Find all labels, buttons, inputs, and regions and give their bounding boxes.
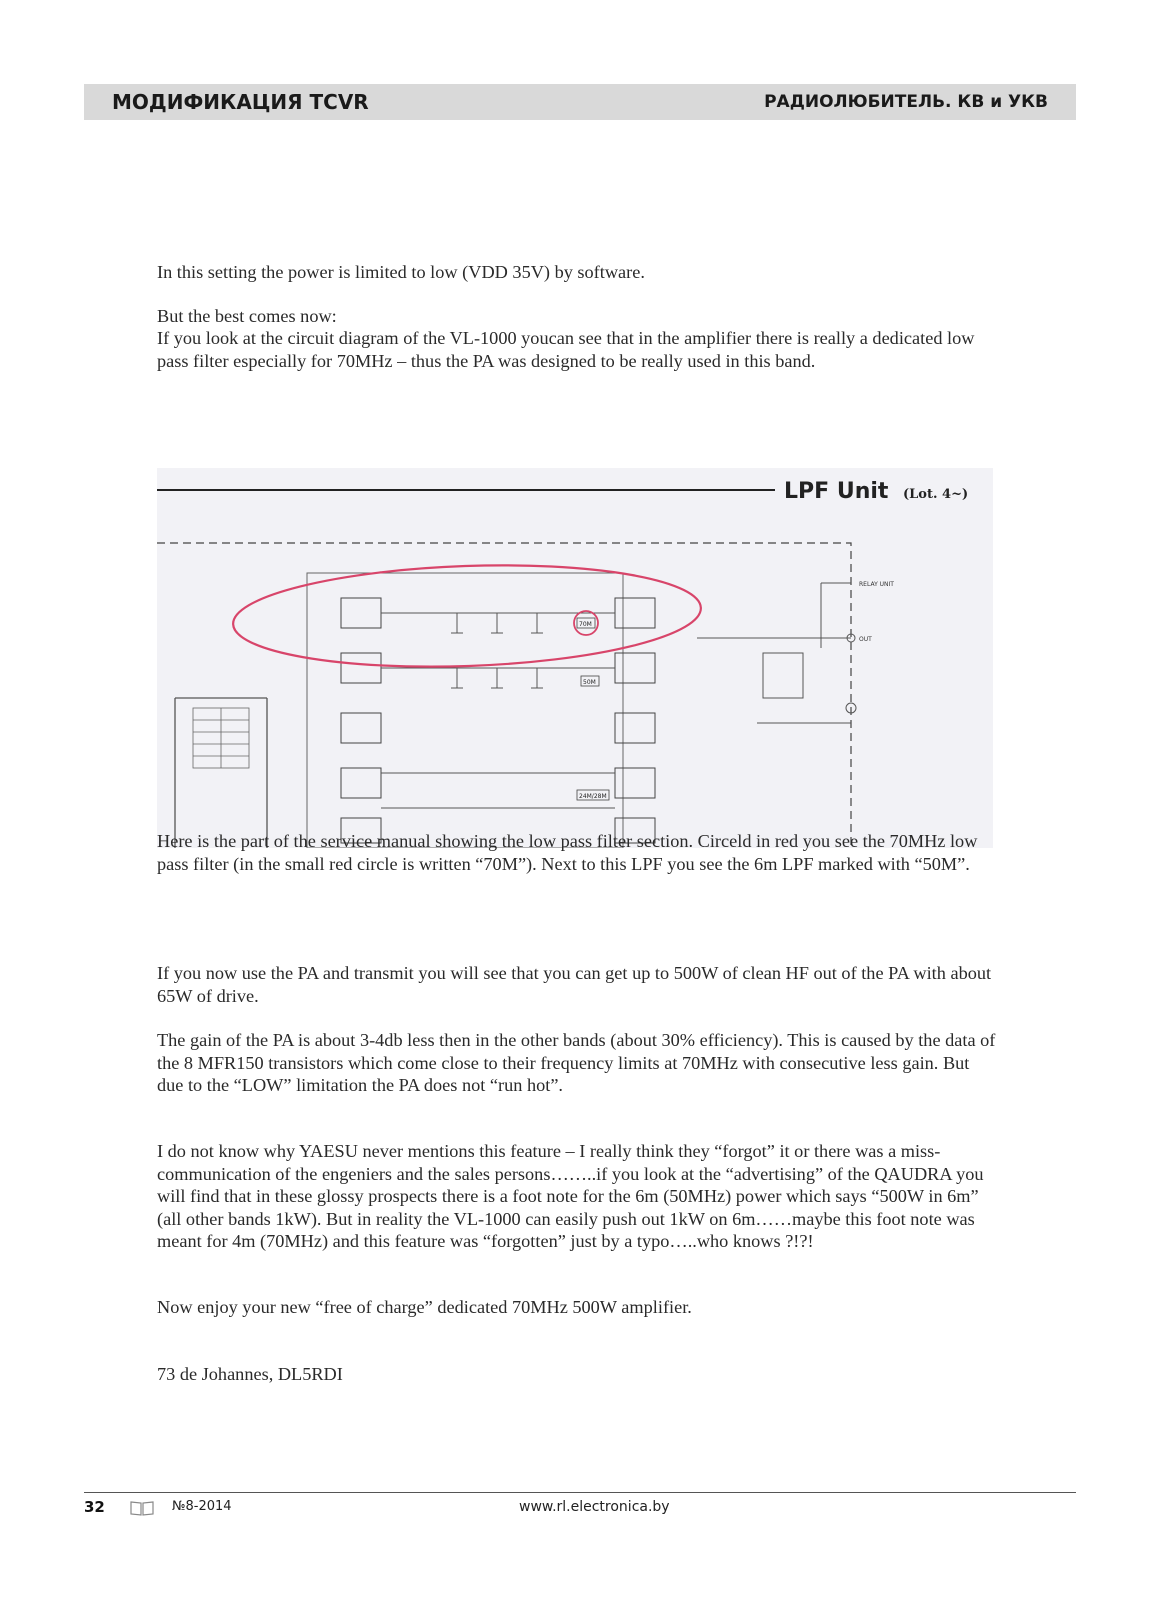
book-icon xyxy=(130,1500,154,1516)
figure-title: LPF Unit xyxy=(784,479,889,504)
footer-rule xyxy=(84,1492,1076,1493)
paragraph-3: If you look at the circuit diagram of the VL-1000 youcan see that in the amplifier there is really a dedicated low pass filter especially for 70MHz – thus the PA was designed to be really used in this band. xyxy=(157,328,975,371)
page-number: 32 xyxy=(84,1498,105,1516)
issue-number: №8-2014 xyxy=(172,1499,232,1514)
paragraph-5: If you now use the PA and transmit you will see that you can get up to 500W of clean HF out of the PA with about 65W of drive. xyxy=(157,963,992,1006)
header-bar xyxy=(84,84,1076,120)
footer-url: www.rl.electronica.by xyxy=(519,1499,670,1515)
figure-subtitle: (Lot. 4~) xyxy=(903,487,969,502)
label-24m-28m: 24M/28M xyxy=(579,793,607,800)
header-magazine-title: РАДИОЛЮБИТЕЛЬ. КВ и УКВ xyxy=(764,92,1048,112)
paragraph-1: In this setting the power is limited to low (VDD 35V) by software. xyxy=(157,262,645,282)
red-highlight-ellipse xyxy=(231,558,702,674)
lpf-schematic-drawing xyxy=(157,468,993,848)
signature-line: 73 de Johannes, DL5RDI xyxy=(157,1364,343,1384)
paragraph-2: But the best comes now: xyxy=(157,306,337,326)
label-out: OUT xyxy=(859,636,872,643)
paragraph-6: The gain of the PA is about 3-4db less then in the other bands (about 30% efficiency). This is caused by the data of the 8 MFR150 transistors which come close to their frequency limits at 70MHz with consecutive less gain. But due to the “LOW” limitation the PA does not “run hot”. xyxy=(157,1030,996,1096)
paragraph-4: Here is the part of the service manual showing the low pass filter section. Circeld in red you see the 70MHz low pass filter (in the small red circle is written “70M”). Next to this LPF you see the 6m LPF marked with “50M”. xyxy=(157,831,978,874)
label-relay-unit: RELAY UNIT xyxy=(859,581,894,588)
header-section-title: МОДИФИКАЦИЯ TCVR xyxy=(112,90,369,114)
lpf-schematic-figure xyxy=(157,468,993,848)
paragraph-7: I do not know why YAESU never mentions this feature – I really think they “forgot” it or there was a miss-communication of the engeniers and the sales persons……..if you look at the “advertising” of the QAUDRA you will find that in these glossy prospects there is a foot note for the 6m (50MHz) power which says “500W in 6m” (all other bands 1kW). But in reality the VL-1000 can easily push out 1kW on 6m……maybe this foot note was meant for 4m (70MHz) and this feature was “forgotten” just by a typo…..who knows ?!?! xyxy=(157,1141,984,1252)
label-50m: 50M xyxy=(583,679,596,686)
label-70m: 70M xyxy=(579,621,592,628)
paragraph-8: Now enjoy your new “free of charge” dedicated 70MHz 500W amplifier. xyxy=(157,1297,692,1317)
